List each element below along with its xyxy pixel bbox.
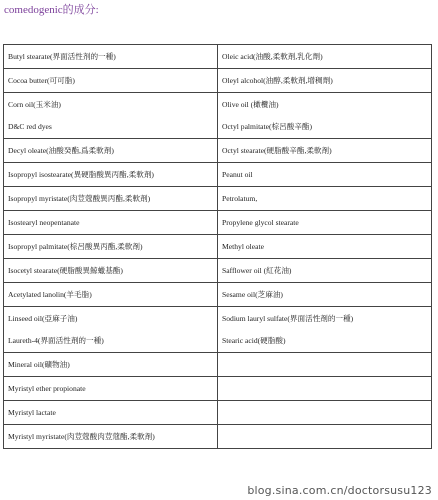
cell-content bbox=[8, 170, 213, 179]
table-row bbox=[4, 425, 432, 449]
cell-content bbox=[8, 94, 213, 138]
watermark: blog.sina.com.cn/doctorsusu123 bbox=[247, 484, 432, 497]
table-row bbox=[4, 401, 432, 425]
table-cell-right bbox=[218, 69, 432, 93]
ingredient-name: Laureth-4(界面活性剤的一種) bbox=[8, 336, 104, 345]
table-cell-left bbox=[4, 69, 218, 93]
table-cell-left bbox=[4, 163, 218, 187]
table-cell-right bbox=[218, 377, 432, 401]
ingredient-name: Octyl stearate(硬脂酸辛酯,柔軟剤) bbox=[222, 146, 332, 155]
table-cell-left bbox=[4, 307, 218, 353]
table-row bbox=[4, 163, 432, 187]
ingredients-table bbox=[3, 44, 432, 449]
table-cell-left bbox=[4, 187, 218, 211]
table-cell-left bbox=[4, 45, 218, 69]
cell-content bbox=[8, 146, 213, 155]
cell-content bbox=[8, 266, 213, 275]
ingredient-name: Peanut oil bbox=[222, 170, 253, 179]
ingredient-name: Safflower oil (紅花油) bbox=[222, 266, 292, 275]
table-cell-left bbox=[4, 401, 218, 425]
table-row bbox=[4, 307, 432, 353]
table-cell-right bbox=[218, 187, 432, 211]
table-cell-right bbox=[218, 235, 432, 259]
ingredient-name: Olive oil (橄欖油) bbox=[222, 100, 279, 109]
ingredient-name: Oleyl alcohol(油醇,柔軟剤,增稠劑) bbox=[222, 76, 333, 85]
table-cell-right bbox=[218, 425, 432, 449]
cell-content bbox=[8, 194, 213, 203]
cell-content bbox=[222, 308, 427, 352]
table-cell-left bbox=[4, 377, 218, 401]
table-cell-left bbox=[4, 235, 218, 259]
table-row bbox=[4, 353, 432, 377]
cell-content bbox=[222, 170, 427, 179]
ingredient-name: Isopropyl myristate(肉荳蔻酸異丙酯,柔軟剤) bbox=[8, 194, 151, 203]
table-row bbox=[4, 211, 432, 235]
ingredient-name: Acetylated lanolin(羊毛脂) bbox=[8, 290, 92, 299]
table-cell-right bbox=[218, 93, 432, 139]
ingredient-name: Stearic acid(硬脂酸) bbox=[222, 336, 286, 345]
ingredient-name: Myristyl myristate(肉荳蔻酸肉荳蔻酯,柔軟剤) bbox=[8, 432, 155, 441]
cell-content bbox=[222, 94, 427, 138]
ingredient-name: Linseed oil(亞麻子油) bbox=[8, 314, 78, 323]
table-cell-left bbox=[4, 353, 218, 377]
table-cell-right bbox=[218, 163, 432, 187]
cell-content bbox=[8, 384, 213, 393]
ingredient-name: D&C red dyes bbox=[8, 122, 52, 131]
ingredient-name: Petrolatum, bbox=[222, 194, 258, 203]
ingredient-name: Mineral oil(礦物油) bbox=[8, 360, 70, 369]
ingredient-name: Methyl oleate bbox=[222, 242, 264, 251]
ingredient-name: Myristyl ether propionate bbox=[8, 384, 86, 393]
cell-content bbox=[8, 308, 213, 352]
cell-content bbox=[222, 76, 427, 85]
cell-content bbox=[8, 408, 213, 417]
cell-content bbox=[8, 52, 213, 61]
ingredient-name: Octyl palmitate(棕呂酸辛酯) bbox=[222, 122, 313, 131]
cell-content bbox=[8, 432, 213, 441]
page-title: comedogenic的成分: bbox=[4, 4, 99, 16]
table-cell-right bbox=[218, 259, 432, 283]
table-row bbox=[4, 187, 432, 211]
table-cell-right bbox=[218, 353, 432, 377]
table-cell-right bbox=[218, 307, 432, 353]
ingredient-name: Myristyl lactate bbox=[8, 408, 56, 417]
table-cell-right bbox=[218, 211, 432, 235]
cell-content bbox=[222, 194, 427, 203]
table-cell-left bbox=[4, 139, 218, 163]
table-row bbox=[4, 93, 432, 139]
table-cell-left bbox=[4, 425, 218, 449]
ingredients-table-body bbox=[4, 45, 432, 449]
ingredient-name: Cocoa butter(可可脂) bbox=[8, 76, 75, 85]
ingredient-name: Butyl stearate(界面活性剂的一種) bbox=[8, 52, 116, 61]
cell-content bbox=[222, 290, 427, 299]
ingredient-name: Isostearyl neopentanate bbox=[8, 218, 80, 227]
ingredient-name: Decyl oleate(油酸癸酯,爲柔軟剤) bbox=[8, 146, 114, 155]
table-row bbox=[4, 69, 432, 93]
cell-content bbox=[222, 242, 427, 251]
table-cell-right bbox=[218, 401, 432, 425]
table-cell-left bbox=[4, 93, 218, 139]
table-row bbox=[4, 45, 432, 69]
ingredient-name: Corn oil(玉米油) bbox=[8, 100, 61, 109]
table-row bbox=[4, 235, 432, 259]
cell-content bbox=[8, 360, 213, 369]
cell-content bbox=[222, 146, 427, 155]
cell-content bbox=[222, 218, 427, 227]
ingredient-name: Sesame oil(芝麻油) bbox=[222, 290, 283, 299]
cell-content bbox=[8, 76, 213, 85]
cell-content bbox=[222, 52, 427, 61]
ingredient-name: Isopropyl isostearate(異硬脂酸異丙酯,柔軟剤) bbox=[8, 170, 154, 179]
table-row bbox=[4, 139, 432, 163]
ingredient-name: Propylene glycol stearate bbox=[222, 218, 299, 227]
table-cell-left bbox=[4, 283, 218, 307]
ingredient-name: Sodium lauryl sulfate(界面活性剤的一種) bbox=[222, 314, 354, 323]
table-cell-right bbox=[218, 45, 432, 69]
table-row bbox=[4, 283, 432, 307]
cell-content bbox=[8, 218, 213, 227]
table-row bbox=[4, 259, 432, 283]
ingredient-name: Isopropyl palmitate(棕呂酸異丙酯,柔軟剤) bbox=[8, 242, 143, 251]
cell-content bbox=[8, 290, 213, 299]
table-cell-right bbox=[218, 139, 432, 163]
table-cell-left bbox=[4, 211, 218, 235]
table-row bbox=[4, 377, 432, 401]
cell-content bbox=[8, 242, 213, 251]
ingredient-name: Isocetyl stearate(硬脂酸異鯨蠟基酯) bbox=[8, 266, 123, 275]
table-cell-right bbox=[218, 283, 432, 307]
ingredient-name: Oleic acid(油酸,柔軟剤,乳化劑) bbox=[222, 52, 323, 61]
table-cell-left bbox=[4, 259, 218, 283]
cell-content bbox=[222, 266, 427, 275]
